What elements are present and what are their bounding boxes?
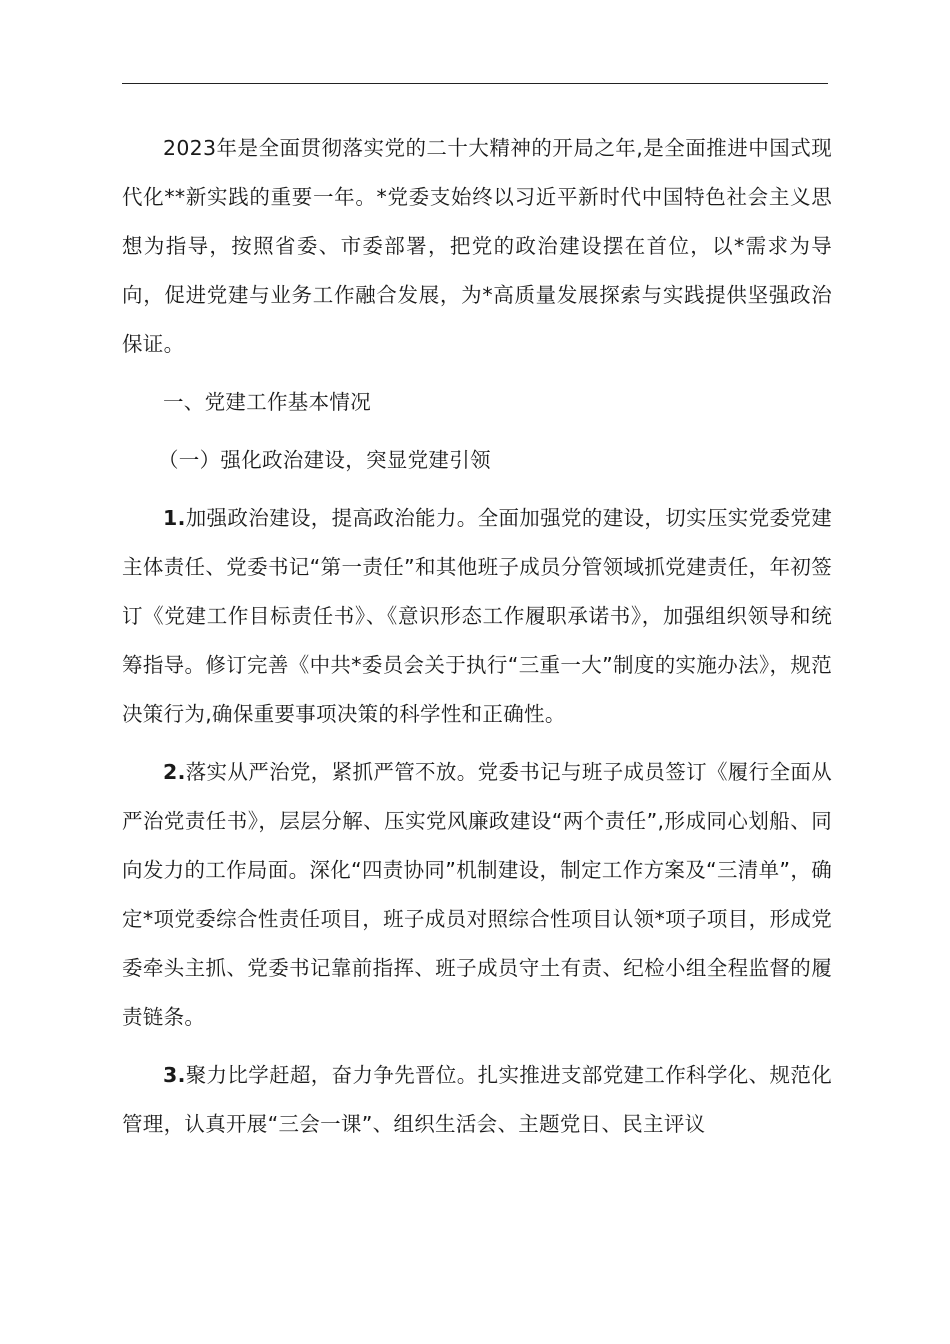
item-number: 1. — [163, 506, 186, 530]
subsection-heading: （一）强化政治建设，突显党建引领 — [158, 448, 491, 472]
item-lead: 落实从严治党，紧抓严管不放。 — [185, 760, 478, 784]
item-lead: 加强政治建设，提高政治能力。 — [185, 506, 478, 530]
item-body: 扎实推进支部党建工作科学化、规范化管理，认真开展“三会一课”、组织生活会、主题党日、民主评议 — [122, 1063, 832, 1136]
item-paragraph-1 — [122, 494, 832, 739]
item-number: 3. — [163, 1063, 186, 1087]
item-lead: 聚力比学赶超，奋力争先晋位。 — [185, 1063, 478, 1087]
item-number: 2. — [163, 760, 186, 784]
document-body — [122, 124, 832, 1149]
section-heading: 一、党建工作基本情况 — [163, 390, 371, 414]
item-paragraph-3 — [122, 1051, 832, 1149]
header-rule — [122, 83, 828, 84]
item-paragraph-2 — [122, 748, 832, 1042]
intro-paragraph: 2023年是全面贯彻落实党的二十大精神的开局之年,是全面推进中国式现代化**新实践的重要一年。*党委支始终以习近平新时代中国特色社会主义思想为指导，按照省委、市委部署，把党的政治建设摆在首位，以*需求为导向，促进党建与业务工作融合发展，为*高质量发展探索与实践提供坚强政治保证。 — [122, 136, 832, 356]
item-body: 党委书记与班子成员签订《履行全面从严治党责任书》，层层分解、压实党风廉政建设“两个责任”,形成同心划船、同向发力的工作局面。深化“四责协同”机制建设，制定工作方案及“三清单”，确定*项党委综合性责任项目，班子成员对照综合性项目认领*项子项目，形成党委牵头主抓、党委书记靠前指挥、班子成员守土有责、纪检小组全程监督的履责链条。 — [122, 760, 832, 1029]
item-body: 全面加强党的建设，切实压实党委党建主体责任、党委书记“第一责任”和其他班子成员分管领域抓党建责任，年初签订《党建工作目标责任书》、《意识形态工作履职承诺书》，加强组织领导和统筹指导。修订完善《中共*委员会关于执行“三重一大”制度的实施办法》，规范决策行为,确保重要事项决策的科学性和正确性。 — [122, 506, 832, 726]
